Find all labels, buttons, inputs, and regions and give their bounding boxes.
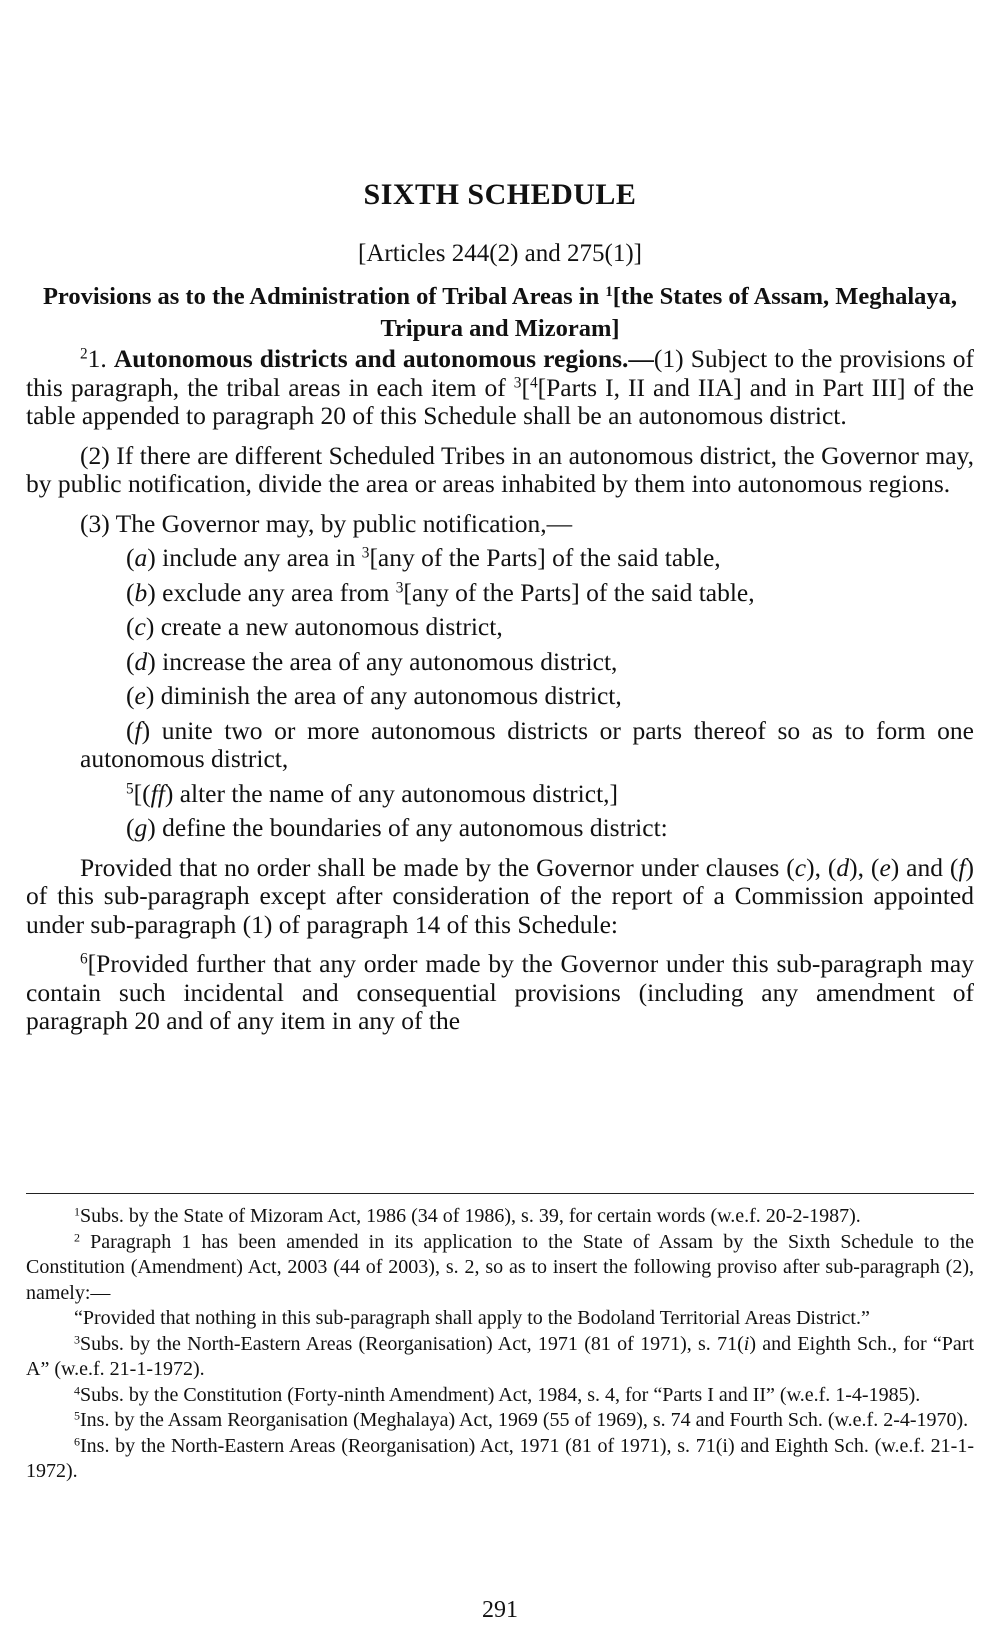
clause-label: g: [134, 813, 148, 842]
paragraph-text: (1) Subject to the provisions of this paragraph, the tribal areas in each item of: [26, 344, 974, 402]
footnote-marker: 2: [74, 1229, 80, 1244]
clause-ref: e: [879, 852, 891, 882]
clause-ref: f: [958, 852, 966, 882]
clause-d: (d) increase the area of any autonomous district,: [126, 646, 618, 676]
footnote-italic: i: [743, 1332, 750, 1355]
footnote-ref[interactable]: 3: [395, 579, 404, 597]
paragraph-text: [: [521, 372, 530, 402]
clause-label: b: [134, 577, 148, 607]
second-proviso: [26, 950, 974, 1036]
footnote-5: [26, 1408, 974, 1434]
clause-label: f: [134, 715, 142, 745]
clause-ref: c: [794, 852, 807, 882]
paragraph-number: 1.: [87, 344, 114, 373]
footnote-marker: 5: [74, 1408, 80, 1423]
paragraph-1: [26, 345, 974, 431]
document-body: [26, 345, 974, 1036]
footnote-ref[interactable]: 6: [80, 950, 88, 968]
footnote-ref[interactable]: 4: [529, 374, 538, 392]
proviso-text: ), (: [849, 852, 880, 882]
footnote-text: Paragraph 1 has been amended in its application to the State of Assam by the Sixth Schedule to the Constitution (Amendment) Act, 2003 (44 of 2003), s. 2, so as to insert the following proviso after sub-paragraph (2), namely:—: [26, 1230, 974, 1304]
sub-paragraph-3: (3) The Governor may, by public notification,—: [80, 508, 573, 538]
footnote-separator: [26, 1193, 974, 1194]
footnote-1: [26, 1204, 974, 1230]
footnote-text: ) and Eighth Sch., for “Part A” (w.e.f. 21-1-1972).: [26, 1332, 975, 1380]
page-number: 291: [482, 1597, 518, 1623]
footnote-marker: 6: [74, 1433, 80, 1448]
clause-text: [any of the Parts] of the said table,: [369, 543, 721, 572]
clause-g: (g) define the boundaries of any autonomous district:: [126, 813, 668, 842]
clause-e: (e) diminish the area of any autonomous district,: [126, 681, 622, 710]
paragraph-title: Autonomous districts and autonomous regions.—: [113, 344, 654, 373]
clause-label: a: [134, 543, 148, 572]
clause-text: create a new autonomous district,: [154, 612, 503, 641]
schedule-heading: [26, 281, 974, 345]
footnote-text: Subs. by the North-Eastern Areas (Reorganisation) Act, 1971 (81 of 1971), s. 71(: [80, 1332, 744, 1355]
clause-label: d: [134, 646, 148, 676]
clause-label: c: [134, 612, 146, 641]
clause-text: increase the area of any autonomous district,: [155, 646, 618, 676]
footnote-ref[interactable]: 5: [126, 780, 134, 798]
proviso-text: ), (: [806, 852, 837, 882]
clause-label: e: [134, 681, 146, 710]
footnote-text: Subs. by the Constitution (Forty-ninth Amendment) Act, 1984, s. 4, for “Parts I and II” (w.e.f. 1-4-1985).: [80, 1383, 921, 1406]
footnote-marker: 1: [74, 1204, 80, 1219]
schedule-title: SIXTH SCHEDULE: [363, 178, 637, 211]
footnote-text: Ins. by the North-Eastern Areas (Reorganisation) Act, 1971 (81 of 1971), s. 71(i) and Eighth Sch. (w.e.f. 21-1-1972).: [26, 1434, 974, 1482]
clause-a: (a) include any area in $^3$[any of the Parts] of the said table,: [126, 543, 721, 572]
clause-text: alter the name of any autonomous district,]: [173, 778, 619, 808]
clause-b: (b) exclude any area from $^3$[any of the Parts] of the said table,: [126, 577, 755, 607]
footnote-marker: 3: [74, 1331, 80, 1346]
clause-label: ff: [150, 778, 165, 808]
articles-reference: [Articles 244(2) and 275(1)]: [358, 240, 642, 267]
footnote-marker: 4: [74, 1382, 80, 1397]
footnote-2: [26, 1230, 974, 1307]
footnote-ref[interactable]: 3: [361, 544, 370, 562]
footnote-2-quote: “Provided that nothing in this sub-paragraph shall apply to the Bodoland Territorial Areas District.”: [74, 1307, 870, 1329]
clause-text: define the boundaries of any autonomous district:: [155, 813, 668, 842]
proviso-text: ) of this sub-paragraph except after consideration of the report of a Commission appointed under sub-paragraph (1) of paragraph 14 of this Schedule:: [26, 852, 975, 939]
footnotes: [26, 1204, 974, 1485]
clause-c: (c) create a new autonomous district,: [126, 612, 503, 641]
footnote-text: Ins. by the Assam Reorganisation (Meghalaya) Act, 1969 (55 of 1969), s. 74 and Fourth Sch. (w.e.f. 2-4-1970).: [80, 1409, 969, 1431]
clause-text: include any area in: [155, 543, 362, 572]
sub-paragraph-2: (2) If there are different Scheduled Tribes in an autonomous district, the Governor may, by public notification, divide the area or areas inhabited by them into autonomous regions.: [26, 440, 974, 498]
clause-text: exclude any area from: [155, 577, 396, 607]
first-proviso: [26, 854, 974, 940]
clause-text: diminish the area of any autonomous district,: [154, 681, 622, 710]
footnote-6: [26, 1434, 974, 1485]
heading-text-end: [the States of Assam, Meghalaya, Tripura and Mizoram]: [380, 283, 958, 342]
footnote-ref[interactable]: 2: [80, 345, 88, 363]
clause-text: unite two or more autonomous districts or parts thereof so as to form one autonomous district,: [80, 715, 974, 773]
proviso-text: ) and (: [890, 852, 959, 882]
paragraph-text: [Parts I, II and IIA] and in Part III] of the table appended to paragraph 20 of this Schedule shall be an autonomous district.: [26, 372, 974, 430]
proviso-text: Provided that no order shall be made by the Governor under clauses (: [80, 852, 795, 882]
clause-ref: d: [836, 852, 850, 882]
proviso-text: [Provided further that any order made by the Governor under this sub-paragraph may contain such incidental and consequential provisions (including any amendment of paragraph 20 and of any item in any of the: [26, 949, 974, 1035]
footnote-ref[interactable]: 3: [513, 374, 522, 392]
footnote-4: [26, 1383, 974, 1409]
clause-ff: $^5$[(ff) alter the name of any autonomous district,]: [126, 778, 619, 808]
heading-text-start: Provisions as to the Administration of Tribal Areas in: [42, 283, 606, 310]
footnote-text: Subs. by the State of Mizoram Act, 1986 (34 of 1986), s. 39, for certain words (w.e.f. 20-2-1987).: [80, 1205, 861, 1227]
footnote-ref[interactable]: 1: [605, 283, 613, 300]
clause-f: (f) unite two or more autonomous districts or parts thereof so as to form one autonomous district,: [80, 715, 974, 773]
clause-text: [any of the Parts] of the said table,: [403, 577, 755, 607]
footnote-3: [26, 1332, 974, 1383]
